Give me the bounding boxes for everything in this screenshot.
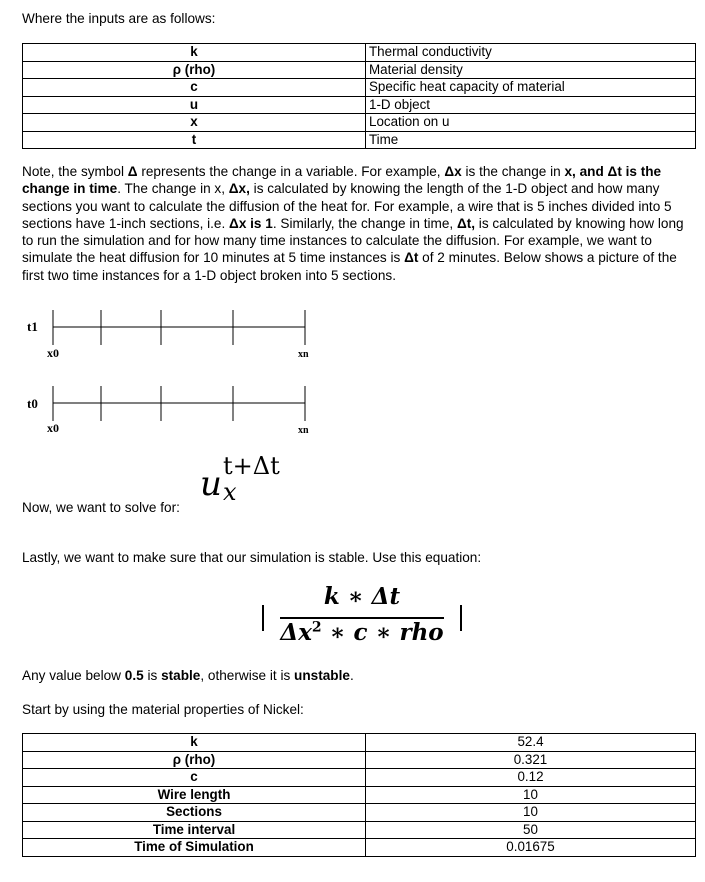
bold-text: Δ: [127, 164, 138, 179]
t1-row: [53, 310, 305, 345]
cell-description: Specific heat capacity of material: [366, 79, 696, 97]
table-row: [23, 131, 696, 149]
bold-text: 0.5: [124, 668, 144, 683]
cell-value: 0.12: [366, 769, 696, 787]
text-segment: represents the change in a variable. For example,: [137, 164, 445, 179]
denominator: $\Delta x^2$ ∗ c ∗ rho: [280, 619, 444, 646]
cell-name: Wire length: [23, 786, 366, 804]
bold-text: Δx: [444, 164, 462, 179]
numerator: k ∗ Δt: [323, 583, 401, 610]
table-row: [23, 114, 696, 132]
cell-description: Thermal conductivity: [366, 44, 696, 62]
text-segment: . The change in x,: [117, 181, 229, 197]
t0-label: t0: [27, 396, 38, 411]
cell-symbol: t: [23, 131, 366, 149]
table-row: [23, 751, 696, 769]
table-row: [23, 44, 696, 62]
cell-name: Time of Simulation: [23, 839, 366, 857]
text-segment: is calculated by knowing the length of the 1-D object and how many sections you want to calculate the diffusion of the heat for. For example, a wire that is 5 inches divided into 5 sections have 1-inch sections, i.e.: [22, 181, 672, 231]
cell-description: Material density: [366, 61, 696, 79]
text-segment: . Similarly, the change in time,: [272, 215, 457, 231]
x0-label: x0: [47, 421, 59, 435]
cell-value: 10: [366, 786, 696, 804]
table-row: [23, 769, 696, 787]
cell-symbol: x: [23, 114, 366, 132]
note-paragraph: [22, 163, 698, 284]
nickel-properties-table: [22, 733, 696, 857]
table-row: [23, 821, 696, 839]
cell-value: 52.4: [366, 734, 696, 752]
cell-name: Sections: [23, 804, 366, 822]
text-segment: .: [349, 668, 354, 683]
table-row: [23, 839, 696, 857]
text-segment: is calculated by knowing how long to run the simulation and for how many time instances to calculate the diffusion. For example, we want to simulate the heat diffusion for 10 minutes at 5 time instances is: [22, 215, 684, 266]
table-row: [23, 734, 696, 752]
cell-description: 1-D object: [366, 96, 696, 114]
text-segment: , otherwise it is: [200, 668, 295, 683]
bold-text: Δx,: [228, 181, 250, 197]
cell-description: Location on u: [366, 114, 696, 132]
cell-value: 50: [366, 821, 696, 839]
text-segment: is the change in: [461, 164, 565, 179]
cell-description: Time: [366, 131, 696, 149]
text-segment: of 2 minutes. Below shows a picture of the first two time instances for a 1-D object broken into 5 sections.: [22, 250, 677, 283]
start-text: Start by using the material properties of Nickel:: [22, 702, 304, 717]
cell-value: 0.01675: [366, 839, 696, 857]
text-segment: Note, the symbol: [22, 164, 128, 179]
cell-symbol: c: [23, 79, 366, 97]
table-row: [23, 96, 696, 114]
intro-text: Where the inputs are as follows:: [22, 11, 216, 26]
stability-criteria: [22, 668, 354, 683]
table-row: [23, 61, 696, 79]
formula-base: u: [200, 464, 222, 504]
cell-value: 10: [366, 804, 696, 822]
x0-label: x0: [47, 346, 59, 360]
stability-formula: [262, 583, 462, 653]
cell-name: c: [23, 769, 366, 787]
bold-text: unstable: [294, 668, 350, 683]
t1-label: t1: [27, 319, 38, 334]
table-row: [23, 786, 696, 804]
solve-text: Now, we want to solve for:: [22, 500, 180, 515]
t0-row: [53, 386, 305, 421]
table-row: [23, 79, 696, 97]
bold-text: stable: [161, 668, 201, 683]
inputs-table: [22, 43, 696, 149]
formula-sup: t+Δt: [223, 452, 280, 480]
cell-name: k: [23, 734, 366, 752]
table-row: [23, 804, 696, 822]
cell-value: 0.321: [366, 751, 696, 769]
formula-sub: x: [223, 478, 237, 506]
cell-name: Time interval: [23, 821, 366, 839]
bold-text: Δt: [404, 250, 419, 266]
xn-label: xn: [298, 425, 309, 436]
text-segment: is: [143, 668, 162, 683]
stability-text: Lastly, we want to make sure that our simulation is stable. Use this equation:: [22, 550, 482, 565]
cell-symbol: k: [23, 44, 366, 62]
text-segment: Any value below: [22, 668, 125, 683]
xn-label: xn: [298, 349, 309, 360]
cell-symbol: ρ (rho): [23, 61, 366, 79]
bold-text: Δx is 1: [229, 215, 273, 231]
bold-text: Δt,: [456, 215, 476, 231]
cell-name: ρ (rho): [23, 751, 366, 769]
cell-symbol: u: [23, 96, 366, 114]
bold-text: x, and Δt is the change in time: [22, 164, 662, 197]
solve-formula: [200, 452, 310, 512]
